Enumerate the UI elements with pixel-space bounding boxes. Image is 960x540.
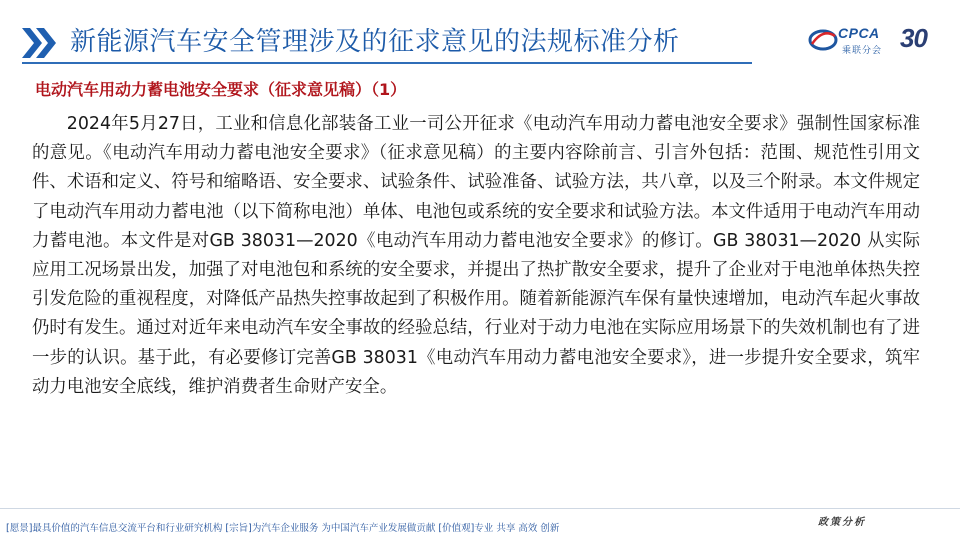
chevron-right-icon [36,28,56,58]
cpca-logo [808,22,896,58]
cpca-emblem-icon [808,24,838,54]
slide-header [0,0,960,70]
anniversary-number: 30 [900,23,927,53]
title-underline [22,62,752,64]
anniversary-logo [900,24,944,58]
footer-slogan: [愿景]最具价值的汽车信息交流平台和行业研究机构 [宗旨]为汽车企业服务 为中国汽车产业发展做贡献 [价值观]专业 共享 高效 创新 [6,523,560,534]
cpca-logo-text: CPCA [838,25,880,41]
footer-section-label: 政策分析 [818,517,866,528]
section-subtitle: 电动汽车用动力蓄电池安全要求（征求意见稿）（1） [35,80,407,99]
page-title: 新能源汽车安全管理涉及的征求意见的法规标准分析 [70,27,680,57]
body-paragraph: 2024年5月27日，工业和信息化部装备工业一司公开征求《电动汽车用动力蓄电池安全要求》强制性国家标准的意见。《电动汽车用动力蓄电池安全要求》（征求意见稿）的主要内容除前言、引言外包括：范围、规范性引用文件、术语和定义、符号和缩略语、安全要求、试验条件、试验准备、试验方法，共八章，以及三个附录。本文件规定了电动汽车用动力蓄电池（以下简称电池）单体、电池包或系统的安全要求和试验方法。本文件适用于电动汽车用动力蓄电池。本文件是对GB 38031—2020《电动汽车用动力蓄电池安全要求》的修订。GB 38031—2020 从实际应用工况场景出发，加强了对电池包和系统的安全要求，并提出了热扩散安全要求，提升了企业对于电池单体热失控引发危险的重视程度，对降低产品热失控事故起到了积极作用。随着新能源汽车保有量快速增加，电动汽车起火事故仍时有发生。通过对近年来电动汽车安全事故的经验总结，行业对于动力电池在实际应用场景下的失效机制也有了进一步的认识。基于此，有必要修订完善GB 38031《电动汽车用动力蓄电池安全要求》，进一步提升安全要求，筑牢动力电池安全底线，维护消费者生命财产安全。 [32,114,920,397]
cpca-logo-subtext: 乘联分会 [842,46,883,56]
footer-divider [0,508,960,509]
